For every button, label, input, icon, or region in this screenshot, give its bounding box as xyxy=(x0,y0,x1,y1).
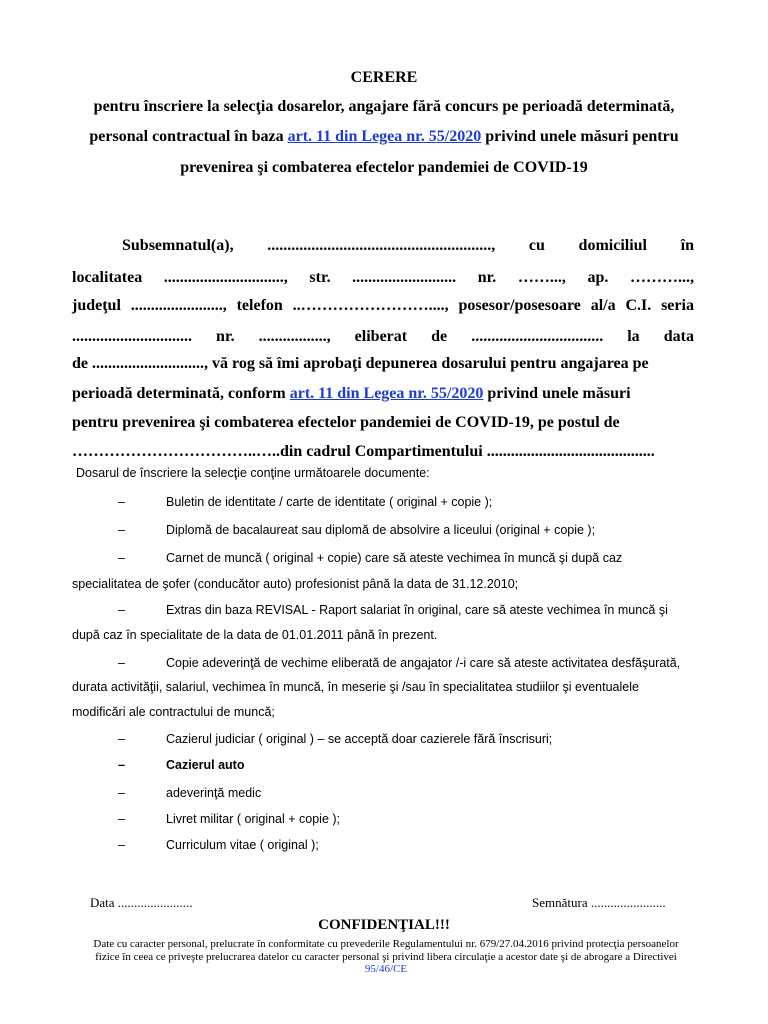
body-word: .............................. xyxy=(72,328,192,345)
document-item-continuation: după caz în specialitate de la data de 01.01.2011 până în prezent. xyxy=(72,628,438,642)
document-item-text: Diplomă de bacalaureat sau diplomă de absolvire a liceului (original + copie ); xyxy=(166,523,596,537)
body-word: ………..., xyxy=(629,269,694,286)
body-line-8: ……………………………..…..din cadrul Compartimentului .......................................... xyxy=(72,443,655,460)
list-dash: – xyxy=(118,732,125,746)
law-link-body[interactable]: art. 11 din Legea nr. 55/2020 xyxy=(289,385,484,402)
body-word: ........................................................, xyxy=(267,237,496,254)
body-word: ................., xyxy=(258,328,331,345)
body-line-3 xyxy=(72,296,694,316)
body-word: în xyxy=(680,237,694,254)
body-word: .............................., xyxy=(163,269,288,286)
document-title: CERERE xyxy=(350,69,418,86)
body-word: Subsemnatul(a), xyxy=(122,237,234,254)
document-item-text: Extras din baza REVISAL - Raport salariat în original, care să ateste vechimea în muncă şi xyxy=(166,603,668,617)
confidential-heading: CONFIDENŢIAL!!! xyxy=(318,917,450,933)
body-word: nr. xyxy=(477,269,497,286)
body-word: ..……………………...., xyxy=(292,297,449,314)
body-line-4 xyxy=(72,327,694,347)
body-line-7: pentru prevenirea şi combaterea efectelor pandemiei de COVID-19, pe postul de xyxy=(72,414,620,431)
body-word: eliberat xyxy=(354,328,408,345)
subtitle-line-2-tail: privind unele măsuri pentru xyxy=(481,128,679,145)
body-line-6-tail: privind unele măsuri xyxy=(483,385,631,402)
body-line-1 xyxy=(122,236,694,256)
document-item-text: Copie adeverinţă de vechime eliberată de angajator /-i care să ateste activitatea desfăşurată, xyxy=(166,656,681,670)
subtitle-line-1: pentru înscriere la selecţia dosarelor, angajare fără concurs pe perioadă determinată, xyxy=(93,98,675,115)
list-dash: – xyxy=(118,495,125,509)
body-word: posesor/posesoare xyxy=(458,297,581,314)
body-word: data xyxy=(663,328,694,345)
document-item-continuation: modificări ale contractului de muncă; xyxy=(72,705,275,719)
subtitle-line-3: prevenirea şi combaterea efectelor pandemiei de COVID-19 xyxy=(180,159,588,176)
directive-reference: 95/46/CE xyxy=(364,963,408,975)
body-word: ......................., xyxy=(130,297,227,314)
document-item-text: Cazierul judiciar ( original ) – se acceptă doar cazierele fără înscrisuri; xyxy=(166,732,553,746)
body-word: C.I. xyxy=(625,297,652,314)
body-word: ……..., xyxy=(517,269,566,286)
body-line-2-words xyxy=(72,268,694,288)
list-dash: – xyxy=(118,551,125,565)
body-line-6-text: perioadă determinată, conform xyxy=(72,385,290,402)
list-dash: – xyxy=(118,603,125,617)
body-line-1-words xyxy=(122,236,694,256)
body-line-6 xyxy=(72,384,694,404)
body-word: seria xyxy=(661,297,694,314)
body-word: cu xyxy=(528,237,545,254)
gdpr-note xyxy=(88,938,684,976)
document-item-text: adeverinţă medic xyxy=(166,786,262,800)
body-word: .......................... xyxy=(352,269,457,286)
gdpr-note-text: Date cu caracter personal, prelucrate în conformitate cu prevederile Regulamentului nr. 679/27.04.2016 privind protecţia persoanelor fizice în ceea ce priveşte prelucrarea datelor cu caracter personal şi privind libera circulaţie a acestor date şi de abrogare a Directivei xyxy=(93,938,679,963)
date-field: Data ....................... xyxy=(90,895,193,910)
signature-field: Semnătura ....................... xyxy=(532,895,666,910)
body-word: nr. xyxy=(216,328,235,345)
documents-intro: Dosarul de înscriere la selecţie conţine următoarele documente: xyxy=(76,466,430,480)
body-word: str. xyxy=(309,269,331,286)
subtitle-line-2 xyxy=(0,128,768,146)
subtitle-line-2-text: personal contractual în baza xyxy=(89,128,288,145)
document-item-continuation: durata activităţii, salariul, vechimea în muncă, în meserie şi /sau în specialitatea studiilor şi eventualele xyxy=(72,680,639,694)
body-word: de xyxy=(431,328,448,345)
body-word: al/a xyxy=(590,297,616,314)
document-item-text: Buletin de identitate / carte de identitate ( original + copie ); xyxy=(166,495,493,509)
body-word: ap. xyxy=(587,269,609,286)
list-dash: – xyxy=(118,523,125,537)
document-item-text: Cazierul auto xyxy=(166,758,245,772)
document-item-text: Curriculum vitae ( original ); xyxy=(166,838,319,852)
document-item-continuation: specialitatea de şofer (conducător auto) profesionist până la data de 31.12.2010; xyxy=(72,577,519,591)
list-dash: – xyxy=(118,812,125,826)
list-dash: – xyxy=(118,758,125,772)
body-line-5: de ............................, vă rog să îmi aprobaţi depunerea dosarului pentru angajarea pe xyxy=(72,355,649,372)
body-word: localitatea xyxy=(72,269,143,286)
document-item-text: Carnet de muncă ( original + copie) care să ateste vechimea în muncă şi după caz xyxy=(166,551,623,565)
body-word: domiciliul xyxy=(578,237,647,254)
body-line-4-words xyxy=(72,327,694,347)
body-word: telefon xyxy=(236,297,283,314)
law-link-header[interactable]: art. 11 din Legea nr. 55/2020 xyxy=(287,128,482,145)
body-line-3-words xyxy=(72,296,694,316)
body-word: judeţul xyxy=(72,297,121,314)
document-item-text: Livret militar ( original + copie ); xyxy=(166,812,341,826)
list-dash: – xyxy=(118,786,125,800)
list-dash: – xyxy=(118,656,125,670)
list-dash: – xyxy=(118,838,125,852)
body-word: la xyxy=(627,328,640,345)
body-word: ................................. xyxy=(471,328,604,345)
body-line-2 xyxy=(72,268,694,288)
